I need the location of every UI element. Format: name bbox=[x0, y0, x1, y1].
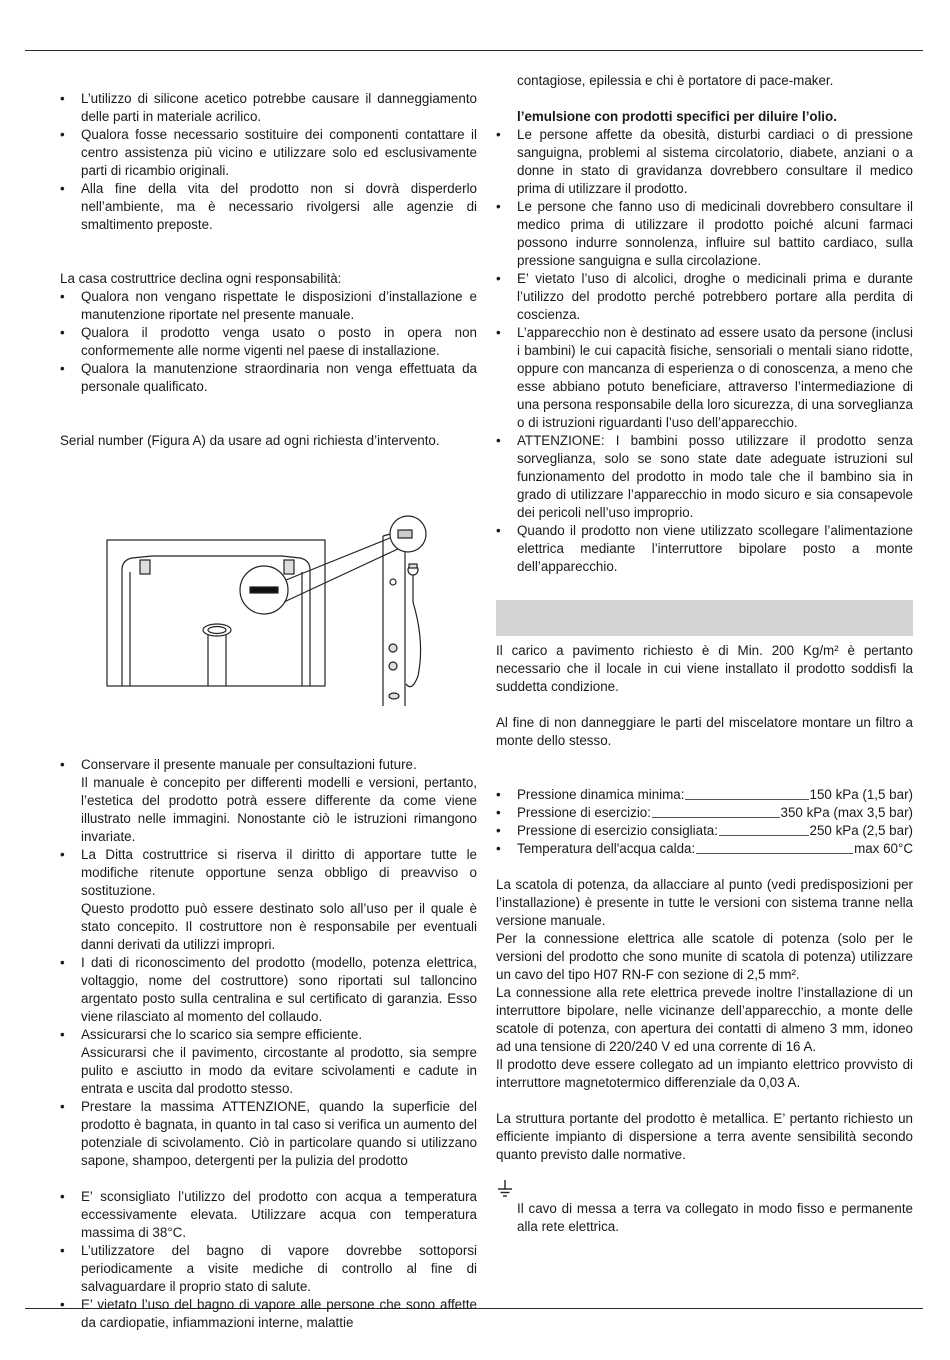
list-item: • Assicurarsi che lo scarico sia sempre efficiente. Assicurarsi che il pavimento, circostante al prodotto, sia sempre pulito e asciutto in modo da evitare scivolamenti e cadute in entrata e uscita dal prodotto stesso. bbox=[60, 1026, 477, 1098]
left-column bbox=[60, 90, 477, 1332]
section-header-bar bbox=[496, 600, 913, 636]
list-item: • Qualora il prodotto venga usato o posto in opera non conformemente alle norme vigenti nel paese di installazione. bbox=[60, 324, 477, 360]
list-item: • E’ vietato l’uso del bagno di vapore alle persone che sono affette da cardiopatie, infiammazioni interne, malattie bbox=[60, 1296, 477, 1332]
list-item: • L’utilizzo di silicone acetico potrebbe causare il danneggiamento delle parti in materiale acrilico. bbox=[60, 90, 477, 126]
continued-text: contagiose, epilessia e chi è portatore di pace-maker. bbox=[517, 73, 834, 88]
list-item: • Qualora fosse necessario sostituire dei componenti contattare il centro assistenza più vicino e utilizzare solo ed esclusivamente parti di ricambio originali. bbox=[60, 126, 477, 180]
spec-item: • Temperatura dell'acqua calda: max 60°C bbox=[496, 840, 913, 858]
responsibility-intro: La casa costruttrice declina ogni responsabilità: bbox=[60, 271, 342, 286]
bullet-list-responsibility bbox=[60, 288, 477, 396]
breaker-text: Il prodotto deve essere collegato ad un impianto elettrico provvisto di interruttore magnetotermico differenziale da 0,03 A. bbox=[496, 1057, 913, 1090]
filter-text: Al fine di non danneggiare le parti del miscelatore montare un filtro a monte dello stesso. bbox=[496, 715, 913, 748]
list-item: • La Ditta costruttrice si riserva il diritto di apportare tutte le modifiche ritenute opportune senza obbligo di preavviso o sostituzione. Questo prodotto può essere destinato solo all’uso per il quale è stato concepito. Il costruttore non è responsabile per eventuali danni derivati da utilizzi impropri. bbox=[60, 846, 477, 954]
spec-list bbox=[496, 786, 913, 858]
bullet-list-health-right bbox=[496, 126, 913, 576]
spec-item: • Pressione di esercizio: 350 kPa (max 3,5 bar) bbox=[496, 804, 913, 822]
bullet-list-general bbox=[60, 756, 477, 1170]
floor-load-text: Il carico a pavimento richiesto è di Min. 200 Kg/m² è pertanto necessario che il locale in cui viene installato il prodotto soddisfi la suddetta condizione. bbox=[496, 643, 913, 694]
list-item: • L’apparecchio non è destinato ad essere usato da persone (inclusi i bambini) le cui capacità fisiche, sensoriali o mentali siano ridotte, oppure con mancanza di esperienza o di conoscenza, a meno che esse abbiano potuto beneficiare, attraverso l’intermediazione di una persona responsabile della loro sicurezza, di una sorveglianza o di istruzioni riguardanti l’uso dell’apparecchio. bbox=[496, 324, 913, 432]
bullet-list-warnings bbox=[60, 90, 477, 234]
bullet-list-health bbox=[60, 1188, 477, 1332]
power-box-text: La scatola di potenza, da allacciare al punto (vedi predisposizioni per l’installazione) è presente in tutte le versioni con sistema tranne nella versione manuale. bbox=[496, 877, 913, 928]
ground-text: Il cavo di messa a terra va collegato in modo fisso e permanente alla rete elettrica. bbox=[517, 1201, 913, 1234]
ground-note bbox=[496, 1182, 913, 1236]
list-item: • E’ vietato l’uso di alcolici, droghe o medicinali prima e durante l’utilizzo del prodotto perché potrebbero portare alla perdita di coscienza. bbox=[496, 270, 913, 324]
serial-number-text: Serial number (Figura A) da usare ad ogni richiesta d’intervento. bbox=[60, 433, 440, 448]
list-item: • Qualora non vengano rispettate le disposizioni d’installazione e manutenzione riportate nel presente manuale. bbox=[60, 288, 477, 324]
list-item: • I dati di riconoscimento del prodotto (modello, potenza elettrica, voltaggio, nome del costruttore) sono riportati sul talloncino argentato posto sulla centralina e sul certificato di garanzia. Esso viene rilasciato al momento del collaudo. bbox=[60, 954, 477, 1026]
right-column bbox=[496, 72, 913, 1236]
list-item: • Quando il prodotto non viene utilizzato scollegare l’alimentazione elettrica mediante l’interruttore bipolare posto a monte dell’apparecchio. bbox=[496, 522, 913, 576]
list-item: • L’utilizzatore del bagno di vapore dovrebbe sottoporsi periodicamente a visite mediche di controllo al fine di salvaguardare il proprio stato di salute. bbox=[60, 1242, 477, 1296]
switch-text: La connessione alla rete elettrica prevede inoltre l’installazione di un interruttore bipolare, nelle vicinanze dell’apparecchio, a monte delle scatole di potenza, con apertura dei contatti di almeno 3 mm, idoneo ad una tensione di 220/240 V ed una corrente di 16 A. bbox=[496, 985, 913, 1054]
figure-a-drawing bbox=[60, 452, 477, 714]
list-item: • Conservare il presente manuale per consultazioni future. Il manuale è concepito per differenti modelli e versioni, pertanto, l’estetica del prodotto potrà essere differente da come viene illustrato nelle immagini. Nonostante ciò le istruzioni rimangono invariate. bbox=[60, 756, 477, 846]
list-item: • Le persone che fanno uso di medicinali dovrebbero consultare il medico prima di utilizzare il prodotto poiché alcuni farmaci possono indurre sonnolenza, influire sul battito cardiaco, sulla pressione sanguigna e sulla circolazione. bbox=[496, 198, 913, 270]
emulsion-note: l’emulsione con prodotti specifici per diluire l’olio. bbox=[517, 109, 837, 124]
list-item: • Prestare la massima ATTENZIONE, quando la superficie del prodotto è bagnata, in quanto in tal caso si verifica un aumento del potenziale di scivolamento. Ciò in particolare quando si utilizzano sapone, shampoo, detergenti per la pulizia del prodotto bbox=[60, 1098, 477, 1170]
cable-text: Per la connessione elettrica alle scatole di potenza (solo per le versioni del prodotto che sono munite di scatola di potenza) utilizzare un cavo del tipo H07 RN-F con sezione di 2,5 mm². bbox=[496, 931, 913, 982]
structure-text: La struttura portante del prodotto è metallica. E’ pertanto richiesto un efficiente impianto di dispersione a terra avente sensibilità secondo quanto previsto dalle normative. bbox=[496, 1111, 913, 1162]
ground-icon bbox=[496, 1178, 517, 1205]
list-item: • Le persone affette da obesità, disturbi cardiaci o di pressione sanguigna, problemi al sistema circolatorio, diabete, anziani o a donne in stato di gravidanza dovrebbero consultare il medico prima di utilizzare il prodotto. bbox=[496, 126, 913, 198]
spec-item: • Pressione di esercizio consigliata: 250 kPa (2,5 bar) bbox=[496, 822, 913, 840]
list-item: • E’ sconsigliato l’utilizzo del prodotto con acqua a temperatura eccessivamente elevata. Utilizzare acqua con temperatura massima di 38°C. bbox=[60, 1188, 477, 1242]
list-item: • ATTENZIONE: I bambini posso utilizzare il prodotto senza sorveglianza, solo se sono state date adeguate istruzioni sul funzionamento del prodotto in modo tale che il bambino sia in grado di utilizzare l’apparecchio in modo sicuro e sia consapevole dei pericoli nell’uso improprio. bbox=[496, 432, 913, 522]
list-item: • Qualora la manutenzione straordinaria non venga effettuata da personale qualificato. bbox=[60, 360, 477, 396]
figure-a bbox=[60, 452, 477, 714]
list-item: • Alla fine della vita del prodotto non si dovrà disperderlo nell’ambiente, ma è necessario rivolgersi alle agenzie di smaltimento preposte. bbox=[60, 180, 477, 234]
top-rule bbox=[25, 50, 923, 51]
spec-item: • Pressione dinamica minima: 150 kPa (1,5 bar) bbox=[496, 786, 913, 804]
